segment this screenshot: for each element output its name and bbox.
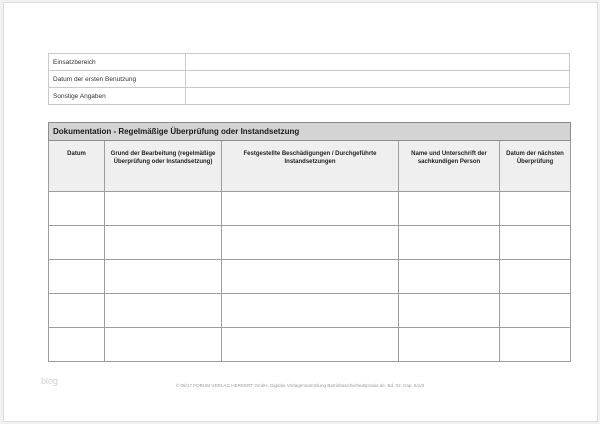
page-footer: © 06/17 FORUM VERLAG HERKERT GmbH, Digitale Vorlagensammlung Betriebssicherheitspraxis.de, Bd. 02, Kap. 5/1/0 xyxy=(175,383,425,388)
general-info-table xyxy=(48,53,570,105)
table-cell[interactable] xyxy=(222,260,399,294)
table-cell[interactable] xyxy=(105,328,222,362)
table-cell[interactable] xyxy=(105,226,222,260)
document-page xyxy=(3,2,598,422)
info-value-field[interactable] xyxy=(186,54,570,71)
table-cell[interactable] xyxy=(49,260,105,294)
info-value-field[interactable] xyxy=(186,71,570,88)
column-header-datum: Datum xyxy=(49,141,105,192)
table-cell[interactable] xyxy=(399,328,500,362)
info-label-sonstige-angaben: Sonstige Angaben xyxy=(49,88,186,105)
table-cell[interactable] xyxy=(399,294,500,328)
table-row xyxy=(49,226,571,260)
info-value-field[interactable] xyxy=(186,88,570,105)
documentation-table xyxy=(48,122,571,362)
documentation-title: Dokumentation - Regelmäßige Überprüfung oder Instandsetzung xyxy=(49,123,571,141)
table-cell[interactable] xyxy=(222,192,399,226)
table-cell[interactable] xyxy=(49,328,105,362)
table-row xyxy=(49,192,571,226)
table-cell[interactable] xyxy=(105,294,222,328)
table-cell[interactable] xyxy=(399,260,500,294)
table-cell[interactable] xyxy=(500,192,571,226)
table-cell[interactable] xyxy=(500,260,571,294)
column-header-unterschrift: Name und Unterschrift der sachkundigen Person xyxy=(399,141,500,192)
column-header-grund: Grund der Bearbeitung (regelmäßige Überprüfung oder Instandsetzung) xyxy=(105,141,222,192)
table-row xyxy=(49,294,571,328)
table-cell[interactable] xyxy=(222,294,399,328)
watermark: blog xyxy=(41,376,59,386)
table-cell[interactable] xyxy=(500,328,571,362)
info-row xyxy=(49,88,570,105)
table-row xyxy=(49,328,571,362)
table-cell[interactable] xyxy=(105,260,222,294)
table-cell[interactable] xyxy=(222,328,399,362)
table-cell[interactable] xyxy=(500,226,571,260)
info-row xyxy=(49,71,570,88)
column-header-naechste-pruefung: Datum der nächsten Überprüfung xyxy=(500,141,571,192)
column-header-beschaedigungen: Festgestellte Beschädigungen / Durchgeführte Instandsetzungen xyxy=(222,141,399,192)
table-cell[interactable] xyxy=(49,226,105,260)
table-cell[interactable] xyxy=(222,226,399,260)
table-cell[interactable] xyxy=(105,192,222,226)
table-cell[interactable] xyxy=(49,294,105,328)
table-row xyxy=(49,260,571,294)
table-cell[interactable] xyxy=(49,192,105,226)
info-row xyxy=(49,54,570,71)
info-label-erste-benutzung: Datum der ersten Benutzung xyxy=(49,71,186,88)
table-cell[interactable] xyxy=(399,226,500,260)
table-cell[interactable] xyxy=(500,294,571,328)
info-label-einsatzbereich: Einsatzbereich xyxy=(49,54,186,71)
table-cell[interactable] xyxy=(399,192,500,226)
